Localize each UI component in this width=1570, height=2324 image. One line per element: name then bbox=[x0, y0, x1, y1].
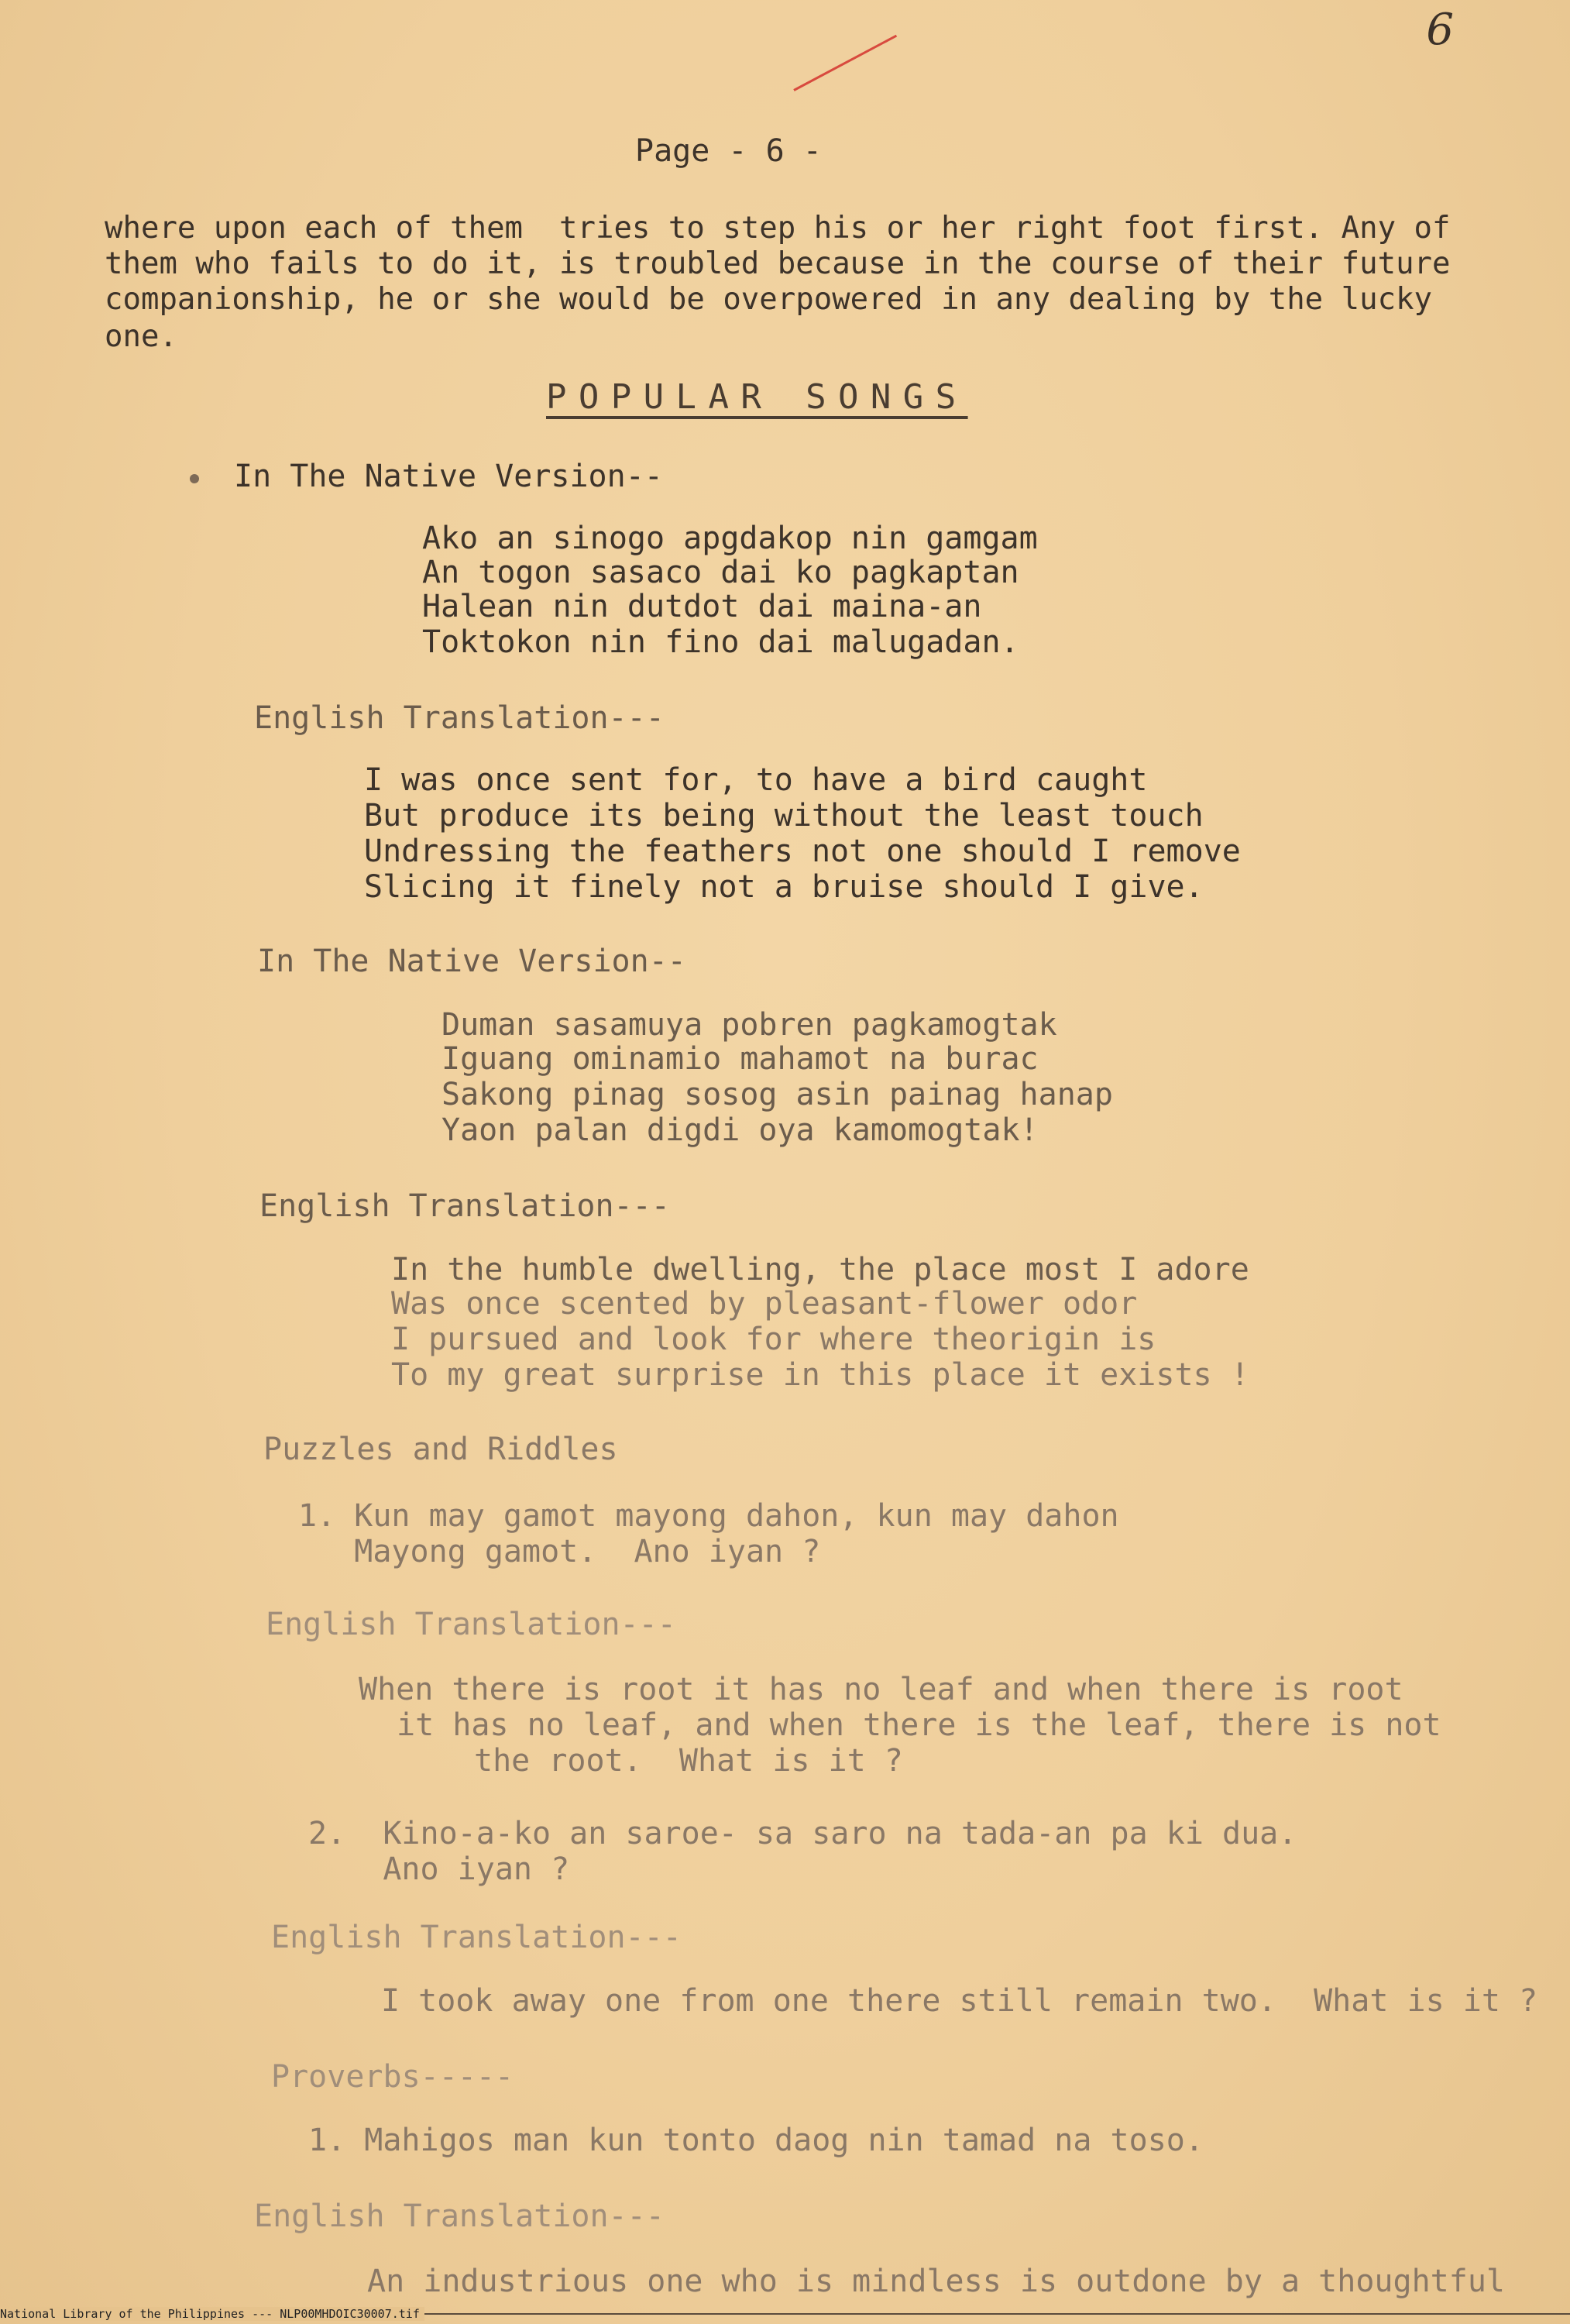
page-header: Page - 6 - bbox=[635, 133, 822, 169]
song2-native-line-2: Iguang ominamio mahamot na burac bbox=[441, 1041, 1039, 1077]
song1-translation-line-3: Undressing the feathers not one should I remove bbox=[364, 834, 1241, 869]
song2-native-line-1: Duman sasamuya pobren pagkamogtak bbox=[441, 1007, 1057, 1043]
proverb1-native-line: 1. Mahigos man kun tonto daog nin tamad na toso. bbox=[308, 2123, 1204, 2158]
song2-native-line-4: Yaon palan digdi oya kamomogtak! bbox=[441, 1112, 1039, 1148]
song1-native-line-4: Toktokon nin fino dai malugadan. bbox=[422, 624, 1019, 660]
song2-native-line-3: Sakong pinag sosog asin painag hanap bbox=[441, 1077, 1113, 1112]
song1-native-line-3: Halean nin dutdot dai maina-an bbox=[422, 589, 982, 624]
proverb1-translation-heading: English Translation--- bbox=[254, 2199, 665, 2234]
song2-translation-heading: English Translation--- bbox=[259, 1188, 670, 1224]
footer-rule bbox=[240, 2313, 1570, 2315]
puzzles-heading: Puzzles and Riddles bbox=[263, 1432, 618, 1467]
proverbs-heading: Proverbs----- bbox=[271, 2059, 514, 2095]
footer-text: National Library of the Philippines --- NLP00MHDOIC30007.tif bbox=[0, 2307, 424, 2321]
song1-native-line-1: Ako an sinogo apgdakop nin gamgam bbox=[422, 521, 1038, 556]
song2-native-heading: In The Native Version-- bbox=[257, 944, 686, 979]
riddle2-translation-line-1: I took away one from one there still remain two. What is it ? bbox=[381, 1983, 1538, 2019]
intro-line-3: companionship, he or she would be overpowered in any dealing by the lucky bbox=[105, 282, 1433, 317]
riddle1-translation-heading: English Translation--- bbox=[266, 1607, 676, 1642]
riddle2-translation-heading: English Translation--- bbox=[271, 1920, 682, 1955]
song2-translation-line-2: Was once scented by pleasant-flower odor bbox=[391, 1286, 1138, 1322]
section-title: POPULAR SONGS bbox=[546, 377, 968, 417]
archive-footer bbox=[0, 2304, 1570, 2324]
song1-native-line-2: An togon sasaco dai ko pagkaptan bbox=[422, 555, 1019, 590]
song1-translation-line-1: I was once sent for, to have a bird caught bbox=[364, 762, 1148, 798]
riddle2-native-line-2: Ano iyan ? bbox=[308, 1851, 570, 1887]
song1-translation-line-4: Slicing it finely not a bruise should I give. bbox=[364, 869, 1204, 905]
song2-translation-line-4: To my great surprise in this place it exists ! bbox=[391, 1357, 1249, 1393]
handwritten-page-number: 6 bbox=[1426, 5, 1454, 55]
proverb1-translation-line: An industrious one who is mindless is outdone by a thoughtful bbox=[367, 2264, 1506, 2299]
riddle1-translation-line-1: When there is root it has no leaf and when there is root bbox=[359, 1672, 1403, 1707]
song1-native-heading: In The Native Version-- bbox=[234, 459, 663, 494]
riddle1-translation-line-2: it has no leaf, and when there is the leaf, there is not bbox=[397, 1707, 1441, 1743]
riddle2-native-line-1: 2. Kino-a-ko an saroe- sa saro na tada-an pa ki dua. bbox=[308, 1816, 1297, 1851]
intro-line-2: them who fails to do it, is troubled because in the course of their future bbox=[105, 246, 1451, 281]
riddle1-native-line-1: 1. Kun may gamot mayong dahon, kun may dahon bbox=[298, 1498, 1119, 1534]
riddle1-native-line-2: Mayong gamot. Ano iyan ? bbox=[298, 1534, 821, 1569]
intro-line-4: one. bbox=[105, 319, 177, 354]
riddle1-translation-line-3: the root. What is it ? bbox=[474, 1743, 903, 1779]
bullet-dot bbox=[190, 474, 199, 483]
song2-translation-line-3: I pursued and look for where theorigin is bbox=[391, 1322, 1156, 1357]
song2-translation-line-1: In the humble dwelling, the place most I adore bbox=[391, 1252, 1249, 1287]
song1-translation-heading: English Translation--- bbox=[254, 700, 665, 736]
intro-line-1: where upon each of them tries to step his or her right foot first. Any of bbox=[105, 211, 1451, 246]
song1-translation-line-2: But produce its being without the least touch bbox=[364, 798, 1204, 834]
red-pencil-mark bbox=[793, 35, 897, 91]
